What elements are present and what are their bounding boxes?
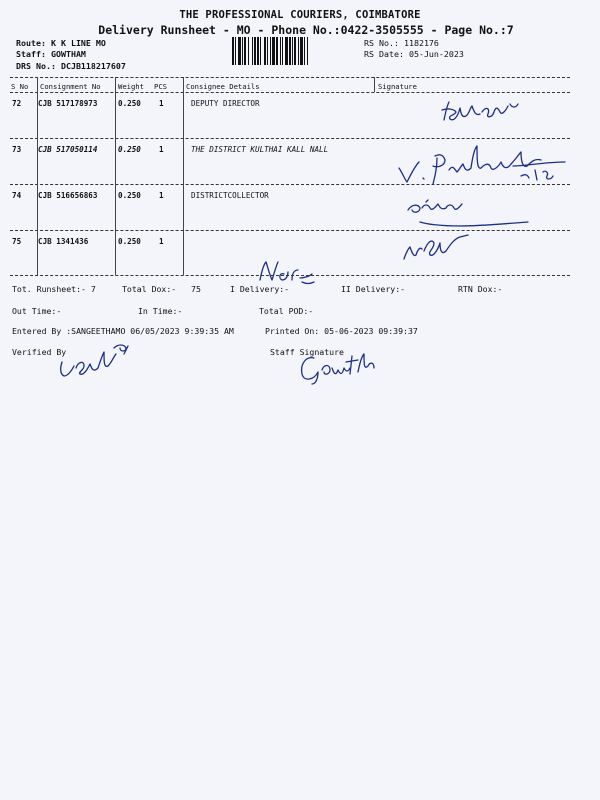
i-delivery: I Delivery:-	[230, 284, 290, 294]
column-header-signature: Signature	[378, 82, 417, 91]
table-row-pcs: 1	[159, 191, 164, 200]
table-row-weight: 0.250	[118, 191, 141, 200]
total-pod: Total POD:-	[259, 306, 314, 316]
recipient-signature-icon	[395, 140, 585, 188]
table-top-rule	[10, 77, 570, 78]
table-row-consignment: CJB 1341436	[38, 237, 89, 246]
recipient-signature-icon	[436, 96, 526, 128]
table-row-pcs: 1	[159, 99, 164, 108]
staff-label: Staff: GOWTHAM	[16, 49, 86, 59]
staff-signature-icon	[296, 346, 380, 386]
barcode-icon	[232, 37, 358, 65]
route-label: Route: K K LINE MO	[16, 38, 106, 48]
column-header-consignment: Consignment No	[40, 82, 101, 91]
table-row-sno: 73	[12, 145, 22, 154]
table-row-sno: 74	[12, 191, 22, 200]
column-header-weight: Weight	[118, 82, 144, 91]
ii-delivery: II Delivery:-	[341, 284, 406, 294]
runsheet-title: Delivery Runsheet - MO - Phone No.:0422-3505555 - Page No.:7	[98, 23, 514, 37]
column-divider	[183, 77, 184, 275]
staff-signature-label: Staff Signature	[270, 347, 344, 357]
table-row-weight: 0.250	[118, 237, 141, 246]
table-row-sno: 75	[12, 237, 22, 246]
verified-by-label: Verified By	[12, 347, 67, 357]
table-header-rule	[10, 92, 570, 93]
verifier-signature-icon	[54, 338, 140, 384]
rs-number: RS No.: 1182176	[364, 38, 439, 48]
column-divider	[374, 77, 375, 92]
column-header-pcs: PCS	[154, 82, 167, 91]
table-row-pcs: 1	[159, 237, 164, 246]
out-time: Out Time:-	[12, 306, 62, 316]
recipient-signature-icon	[400, 192, 540, 232]
recipient-signature-icon	[400, 229, 474, 265]
printed-on: Printed On: 05-06-2023 09:39:37	[265, 326, 418, 336]
total-runsheet: Tot. Runsheet:- 7	[12, 284, 96, 294]
rs-date: RS Date: 05-Jun-2023	[364, 49, 464, 59]
handwritten-mark-icon	[256, 258, 318, 286]
table-row-consignment: CJB 516656863	[38, 191, 98, 200]
entered-by: Entered By :SANGEETHAMO 06/05/2023 9:39:35 AM	[12, 326, 234, 336]
column-header-consignee: Consignee Details	[186, 82, 260, 91]
table-row-consignee: DEPUTY DIRECTOR	[191, 99, 260, 108]
column-divider	[115, 77, 116, 275]
table-row-sno: 72	[12, 99, 22, 108]
table-row-consignee: THE DISTRICT KULTHAI KALL NALL	[191, 145, 329, 154]
company-name: THE PROFESSIONAL COURIERS, COIMBATORE	[179, 9, 421, 21]
drs-number: DRS No.: DCJB118217607	[16, 61, 126, 71]
table-row-consignment: CJB 517050114	[38, 145, 98, 154]
total-dox: Total Dox:- 75	[122, 284, 201, 294]
table-row-consignment: CJB 517178973	[38, 99, 98, 108]
table-row-pcs: 1	[159, 145, 164, 154]
rtn-dox: RTN Dox:-	[458, 284, 503, 294]
table-row-weight: 0.250	[118, 99, 141, 108]
row-divider	[10, 138, 570, 139]
table-row-consignee: DISTRICTCOLLECTOR	[191, 191, 269, 200]
column-header-sno: S No	[11, 82, 29, 91]
in-time: In Time:-	[138, 306, 183, 316]
table-row-weight: 0.250	[118, 145, 141, 154]
